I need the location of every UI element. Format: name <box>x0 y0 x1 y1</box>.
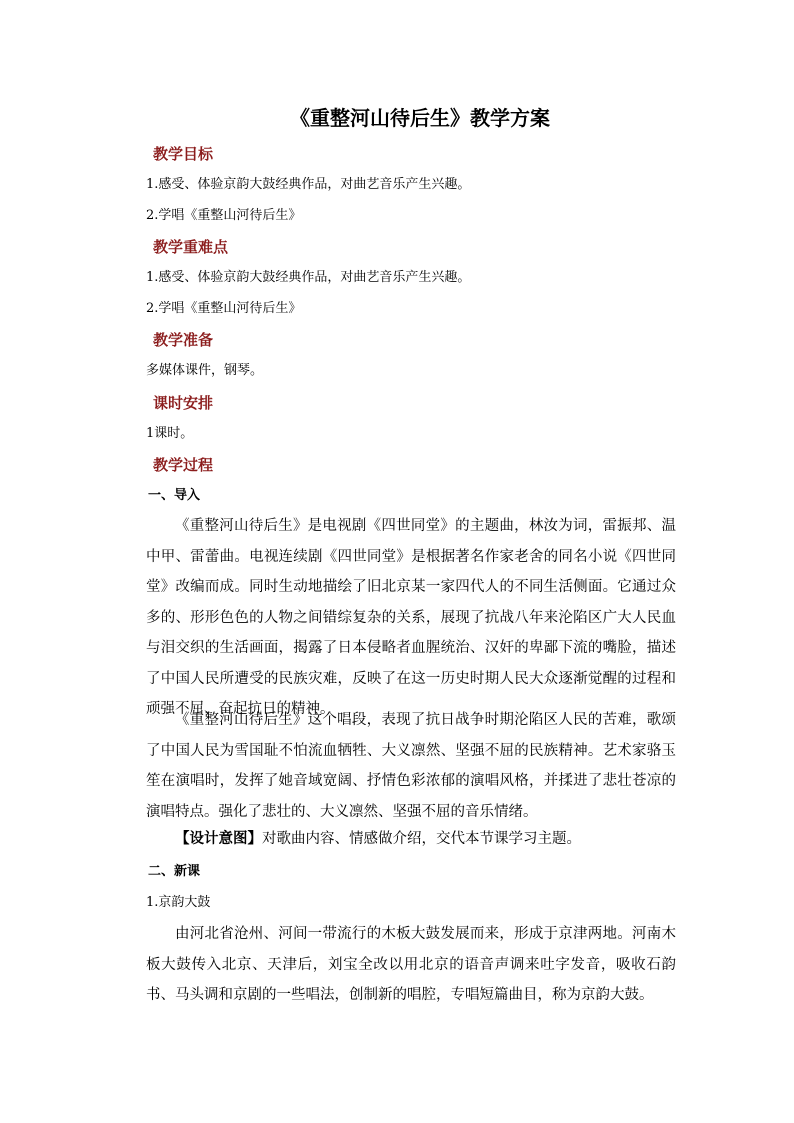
subsection-heading-new-lesson: 二、新课 <box>148 864 201 879</box>
preparation-text: 多媒体课件，钢琴。 <box>146 363 264 378</box>
schedule-text: 1课时。 <box>146 426 194 441</box>
section-heading-preparation: 教学准备 <box>153 331 214 349</box>
section-heading-process: 教学过程 <box>153 456 214 474</box>
key-point-item-2: 2.学唱《重整山河待后生》 <box>146 301 302 316</box>
new-lesson-paragraph: 由河北省沧州、河间一带流行的木板大鼓发展而来，形成于京津两地。河南木板大鼓传入北京、天津后，刘宝全改以用北京的语音声调来吐字发音，吸收石韵书、马头调和京剧的一些唱法，创制新的唱腔，专唱短篇曲目，称为京韵大鼓。 <box>146 926 676 1003</box>
intro-paragraph-1: 《重整河山待后生》是电视剧《四世同堂》的主题曲，林汝为词，雷振邦、温中甲、雷蕾曲。电视连续剧《四世同堂》是根据著名作家老舍的同名小说《四世同堂》改编而成。同时生动地描绘了旧北京某一家四代人的不同生活侧面。它通过众多的、形形色色的人物之间错综复杂的关系，展现了抗战八年来沦陷区广大人民血与泪交织的生活画面，揭露了日本侵略者血腥统治、汉奸的卑鄙下流的嘴脸，描述了中国人民所遭受的民族灾难，反映了在这一历史时期人民大众逐渐觉醒的过程和顽强不屈、奋起抗日的精神。 <box>146 518 676 717</box>
section-heading-objectives: 教学目标 <box>153 145 214 163</box>
document-title: 《重整河山待后生》教学方案 <box>290 106 550 130</box>
objective-item-2: 2.学唱《重整山河待后生》 <box>146 208 302 223</box>
new-lesson-subheading: 1.京韵大鼓 <box>146 895 211 910</box>
design-intent-text: 对歌曲内容、情感做介绍，交代本节课学习主题。 <box>262 831 581 847</box>
key-point-item-1: 1.感受、体验京韵大鼓经典作品，对曲艺音乐产生兴趣。 <box>146 270 471 285</box>
intro-paragraph-2: 《重整河山待后生》这个唱段，表现了抗日战争时期沦陷区人民的苦难，歌颂了中国人民为雪国耻不怕流血牺牲、大义凛然、坚强不屈的民族精神。艺术家骆玉笙在演唱时，发挥了她音域宽阔、抒情色彩浓郁的演唱风格，并揉进了悲壮苍凉的演唱特点。强化了悲壮的、大义凛然、坚强不屈的音乐情绪。 <box>146 712 676 820</box>
design-intent-label: 【设计意图】 <box>175 830 262 847</box>
section-heading-key-points: 教学重难点 <box>153 238 229 256</box>
objective-item-1: 1.感受、体验京韵大鼓经典作品，对曲艺音乐产生兴趣。 <box>146 177 471 192</box>
subsection-heading-intro: 一、导入 <box>148 488 201 503</box>
design-intent <box>146 824 676 855</box>
section-heading-schedule: 课时安排 <box>153 394 214 412</box>
